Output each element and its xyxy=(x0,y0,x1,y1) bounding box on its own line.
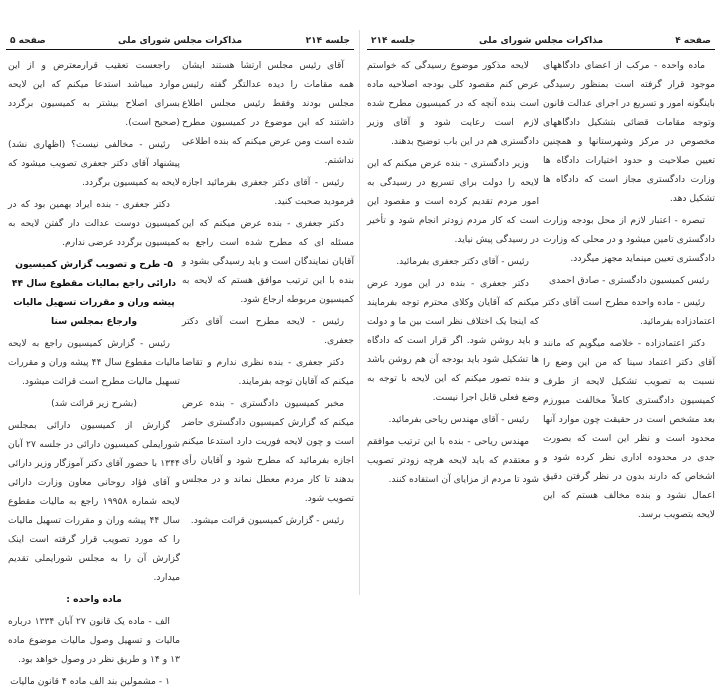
text-column-left xyxy=(367,56,539,492)
page-number: صفحه ۵ xyxy=(10,36,46,46)
session-number: جلسه ۲۱۴ xyxy=(371,36,416,46)
paragraph: رئیس - آقای مهندس ریاحی بفرمائید. xyxy=(388,414,529,425)
paragraph: آقای رئیس مجلس ارتشا هستند ایشان همه مقامات را دیده عدالتگر گفته رئیس مجلس بودند وفقط رئیس مجلس اطلاع داشتند که این موضوع در کمیسیون مطرح شده است ومن عرض میکنم که بنده اطلاعی نداشتم. xyxy=(182,60,354,166)
paragraph: دکتر اعتمادزاده - خلاصه میگویم که مانند آقای دکتر اعتماد سینا که من این وضع را نسبت به تصویب تشکیل لایحه از طرف کمیسیون دادگستری کاملاً مخالفت میورزم بعد مشخص است در حقیقت چون موارد آنها محدود است و نظر این است که بصورت جدی در محدوده اداری نظر کرده شود و اشخاص که دارند بدون در نظر گرفتن دقیق اعمال نشود و بنده مخالف هستم که این لایحه بتصویب برسد. xyxy=(543,338,715,520)
paragraph: رئیس - ماده واحده مطرح است آقای دکتر اعتمادزاده بفرمائید. xyxy=(543,297,715,327)
paragraph: دکتر جعفری - بنده نظری ندارم و تقاضا میکنم که آقایان توجه بفرمایند. xyxy=(182,357,354,387)
paragraph: رئیس - آقای دکتر جعفری بفرمائید اجازه فرمودید صحبت کنید. xyxy=(182,177,354,207)
paragraph: (بشرح زیر قرائت شد) xyxy=(51,398,137,409)
page-five xyxy=(0,0,360,687)
text-column-left xyxy=(8,56,180,694)
paragraph: رئیس - مخالفی نیست؟ (اظهاری نشد) پیشنهاد آقای دکتر جعفری تصویب میشود که لایحه به کمیسیون برگردد. xyxy=(8,139,180,188)
paragraph: مهندس ریاحی - بنده با این ترتیب موافقم و معتقدم که باید لایحه هرچه زودتر تصویب شود تا مردم از مزایای آن استفاده کنند. xyxy=(367,436,539,485)
paragraph: راجعست تعقیب قرارمعترض و از این موارد میباشد استدعا میکنم که این لایحه بسرای اصلاح بیشتر به کمیسیون برگردد (صحیح است). xyxy=(8,60,180,128)
paragraph: رئیس - گزارش کمیسیون راجع به لایحه مالیات مقطوع سال ۴۴ پیشه وران و مقررات تسهیل مالیات مطرح است قرائت میشود. xyxy=(8,338,180,387)
page-four xyxy=(361,0,721,600)
session-number: جلسه ۲۱۴ xyxy=(305,36,350,46)
journal-title: مذاکرات مجلس شورای ملی xyxy=(478,36,604,46)
paragraph: لایحه مذکور موضوع رسیدگی که خواستم عرض کنم مقصود کلی بودجه اصلاحیه ماده است بنده آنچه که در کمیسیون مطرح شده لازم است رعایت شود و آقای وزیر دادگستری هم در این باب توضیح بدهند. xyxy=(367,60,539,147)
paragraph: مخبر کمیسیون دادگستری - بنده عرض میکنم که گزارش کمیسیون دادگستری حاضر است و چون لایحه فوریت دارد استدعا میکنم اجازه بفرمائید که مطرح شود و آقایان رأی بدهند تا کار مردم معطل نماند و در مجلس تصویب شود. xyxy=(182,398,354,504)
paragraph: رئیس - لایحه مطرح است آقای دکتر جعفری. xyxy=(182,316,354,346)
page-gutter xyxy=(359,30,360,595)
text-column-right xyxy=(182,56,354,533)
text-column-right xyxy=(543,56,715,527)
paragraph: گزارش از کمیسیون دارائی بمجلس شورایملی کمیسیون دارائی در جلسه ۲۷ آبان ۱۳۴۴ با حضور آقای دکتر آموزگار وزیر دارائی و آقای فؤاد روحانی معاون وزارت دارائی لایحه شماره ۱۹۹۵۸ راجع به مالیات مقطوع سال ۴۴ پیشه وران و مقررات تسهیل مالیات را که مورد تصویب قرار گرفته است اینک گزارش آن را به مجلس شورایملی تقدیم میدارد. xyxy=(8,420,180,583)
section-heading: ماده واحده : xyxy=(66,594,122,605)
page-number: صفحه ۴ xyxy=(675,36,711,46)
paragraph: دکتر جعفری - بنده در این مورد عرض میکنم که آقایان وکلای محترم توجه بفرمایند که اینجا یک اختلاف نظر است بین ما و دولت و باید روشن شود. اگر قرار است که دادگاه ها تشکیل شود باید بودجه آن هم روشن باشد و بنده تصور میکنم که این لایحه با توجه به وضع فعلی قابل اجرا نیست. xyxy=(367,278,539,403)
section-heading: ۵- طرح و تصویب گزارش کمیسیون دارائی راجع بمالیات مقطوع سال ۴۴ پیشه وران و مقررات تسهیل مالیات وارجاع بمجلس سنا xyxy=(11,259,177,327)
paragraph: رئیس کمیسیون دادگستری - صادق احمدی xyxy=(548,275,710,286)
paragraph: تبصره - اعتبار لازم از محل بودجه وزارت دادگستری تامین میشود و در محلی که وزارت دادگستری تعیین مینماید مجهز میگردد. xyxy=(543,215,715,264)
paragraph: رئیس - آقای دکتر جعفری بفرمائید. xyxy=(396,256,529,267)
paragraph: ۱ - مشمولین بند الف ماده ۴ قانون مالیات xyxy=(10,676,170,687)
paragraph: رئیس - گزارش کمیسیون قرائت میشود. xyxy=(190,515,344,526)
running-header xyxy=(6,35,354,50)
journal-title: مذاکرات مجلس شورای ملی xyxy=(117,36,243,46)
paragraph: ماده واحده - مرکب از اعضای دادگاههای موجود قرار گرفته است بمنظور رسیدگی باینگونه امور و تسریع در اجرای عدالت قانون وتوجه مقامات قضائی بتشکیل دادگاههای مخصوص در مرکز وشهرستانها و همچنین تعیین صلاحیت و حدود اختیارات دادگاه ها وزارت دادگستری مجاز است که دادگاه ها تشکیل دهد. xyxy=(543,60,715,204)
paragraph: دکتر جعفری - بنده عرض میکنم که این مسئله ای که مطرح شده است راجع به آقایان نمایندگان است و باید رسیدگی بشود و بنده با این ترتیب موافق هستم که لایحه به کمیسیون مربوطه ارجاع شود. xyxy=(182,218,354,305)
paragraph: وزیر دادگستری - بنده عرض میکنم که این لایحه را دولت برای تسریع در رسیدگی به امور مردم تقدیم کرده است و مقصود این است که کار مردم زودتر انجام شود و تأخیر در رسیدگی پیش نیاید. xyxy=(367,158,539,245)
paragraph: الف - ماده یک قانون ۲۷ آبان ۱۳۳۴ درباره مالیات و تسهیل وصول مالیات موضوع ماده ۱۳ و ۱۴ و طریق نظر در وصول خواهد بود. xyxy=(8,616,180,665)
running-header xyxy=(367,35,715,50)
paragraph: دکتر جعفری - بنده ایراد بهمین بود که در کمیسیون دوست عدالت دار گفتن لایحه به کمیسیون برگردد عرضی ندارم. xyxy=(8,199,180,248)
